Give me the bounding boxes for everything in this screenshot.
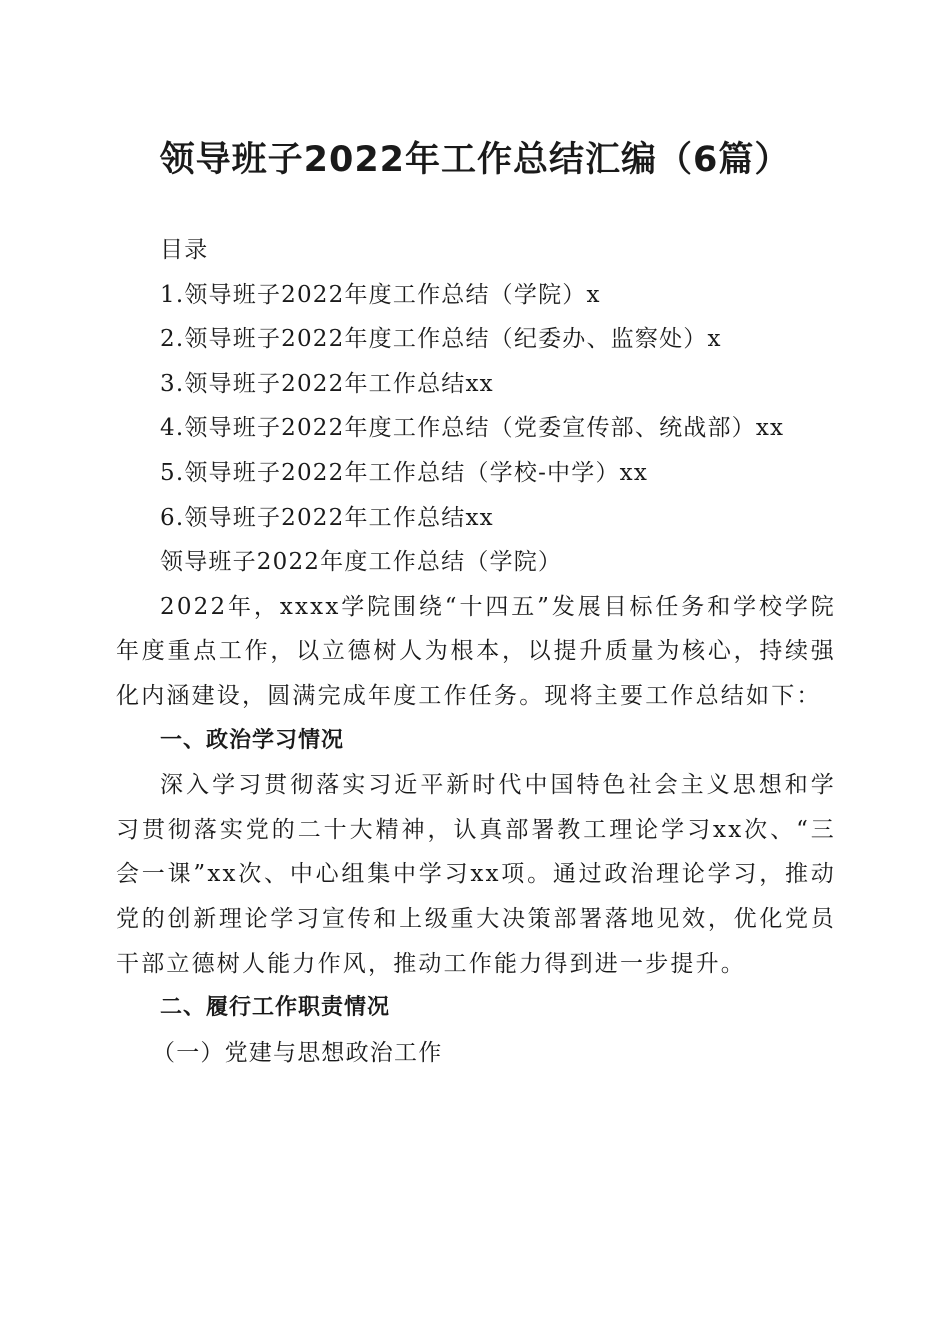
toc-item-5: 5.领导班子2022年工作总结（学校-中学）xx <box>160 459 648 486</box>
document-body <box>116 228 836 1075</box>
toc-item-1: 1.领导班子2022年度工作总结（学院）x <box>160 281 601 308</box>
toc-label: 目录 <box>160 237 209 263</box>
section-1-heading: 一、政治学习情况 <box>160 727 345 753</box>
article-title: 领导班子2022年度工作总结（学院） <box>160 549 563 576</box>
toc-item-3: 3.领导班子2022年工作总结xx <box>160 370 494 397</box>
section-1-paragraph: 深入学习贯彻落实习近平新时代中国特色社会主义思想和学习贯彻落实党的二十大精神，认真部署教工理论学习xx次、“三会一课”xx次、中心组集中学习xx项。通过政治理论学习，推动党的创新理论学习宣传和上级重大决策部署落地见效，优化党员干部立德树人能力作风，推动工作能力得到进一步提升。 <box>116 772 836 977</box>
toc-item-2: 2.领导班子2022年度工作总结（纪委办、监察处）x <box>160 326 722 353</box>
intro-paragraph: 2022年，xxxx学院围绕“十四五”发展目标任务和学校学院年度重点工作，以立德树人为根本，以提升质量为核心，持续强化内涵建设，圆满完成年度工作任务。现将主要工作总结如下： <box>116 593 836 709</box>
toc-item-4: 4.领导班子2022年度工作总结（党委宣传部、统战部）xx <box>160 415 785 442</box>
document-title: 领导班子2022年工作总结汇编（6篇） <box>159 140 791 180</box>
toc-item-6: 6.领导班子2022年工作总结xx <box>160 504 494 531</box>
section-2-subheading-1: （一）党建与思想政治工作 <box>152 1039 443 1066</box>
section-2-heading: 二、履行工作职责情况 <box>160 995 391 1021</box>
